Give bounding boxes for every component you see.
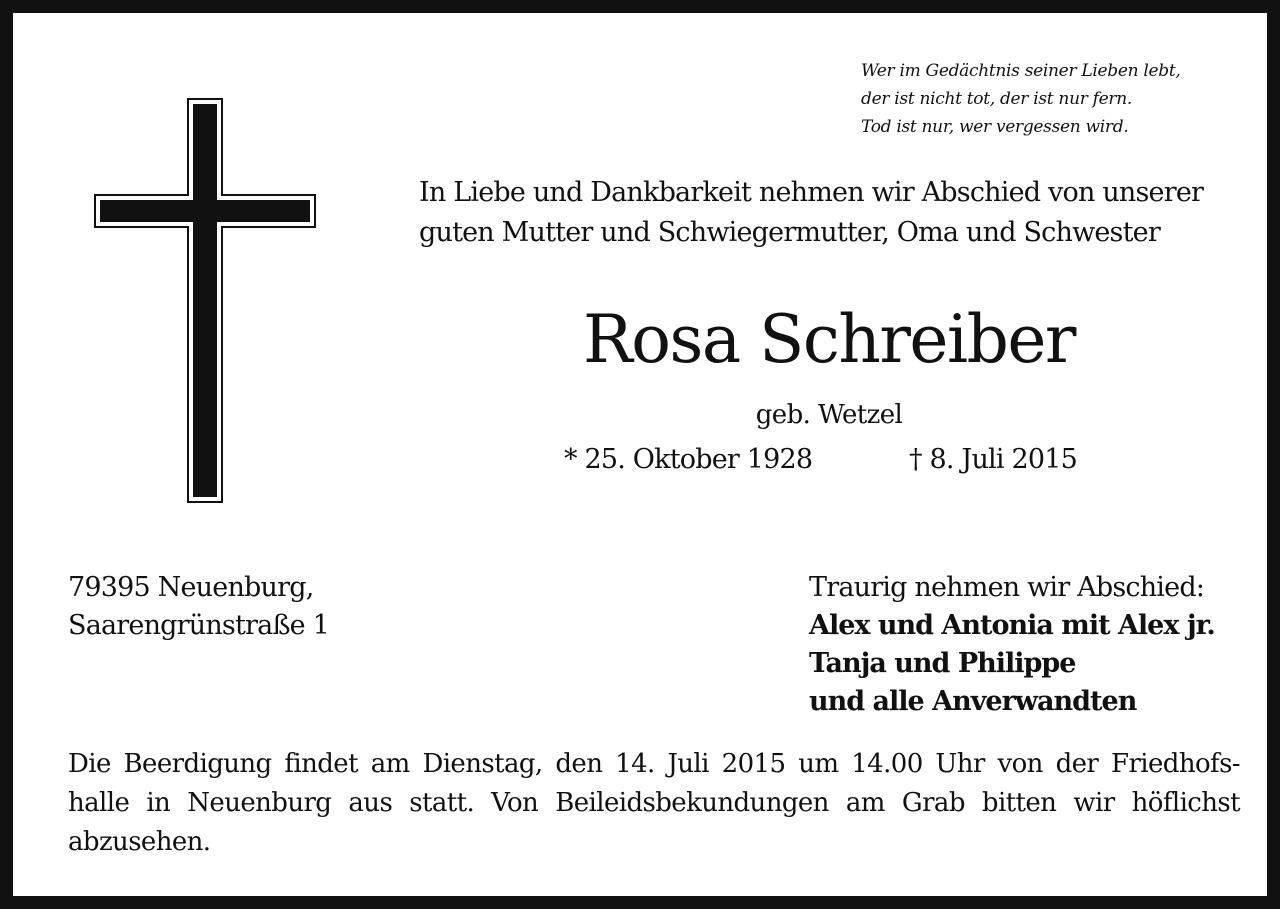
intro-text <box>419 173 1259 253</box>
maiden-name: geb. Wetzel <box>755 400 903 430</box>
funeral-line: Die Beerdigung findet am Dienstag, den 14. Juli 2015 um 14.00 Uhr von der Friedhofs- <box>68 749 1240 779</box>
poem-line: der ist nicht tot, der ist nur fern. <box>861 89 1132 109</box>
poem-line: Wer im Gedächtnis seiner Lieben lebt, <box>861 61 1181 81</box>
address-line: Saarengrünstraße 1 <box>68 610 330 641</box>
life-dates <box>419 441 1239 481</box>
deceased-name: Rosa Schreiber <box>583 301 1075 378</box>
death-date: † 8. Juli 2015 <box>909 444 1078 475</box>
intro-line: In Liebe und Dankbarkeit nehmen wir Abschied von unserer <box>419 177 1204 208</box>
birth-date: * 25. Oktober 1928 <box>564 444 813 475</box>
memorial-poem <box>861 57 1251 141</box>
mourner-name: Alex und Antonia mit Alex jr. <box>809 610 1215 641</box>
mourners-block <box>809 569 1269 721</box>
poem-line: Tod ist nur, wer vergessen wird. <box>861 117 1129 137</box>
address-line: 79395 Neuenburg, <box>68 572 314 603</box>
mourner-name: Tanja und Philippe <box>809 648 1076 679</box>
mourner-name: und alle Anverwandten <box>809 686 1137 717</box>
funeral-notice <box>68 745 1240 862</box>
intro-line: guten Mutter und Schwiegermutter, Oma und Schwester <box>419 217 1160 248</box>
mourners-heading: Traurig nehmen wir Abschied: <box>809 572 1205 603</box>
cross-icon <box>93 98 317 503</box>
funeral-line: abzusehen. <box>68 827 211 857</box>
funeral-line: halle in Neuenburg aus statt. Von Beileidsbekundungen am Grab bitten wir höflichst <box>68 788 1240 818</box>
family-address <box>68 569 468 645</box>
